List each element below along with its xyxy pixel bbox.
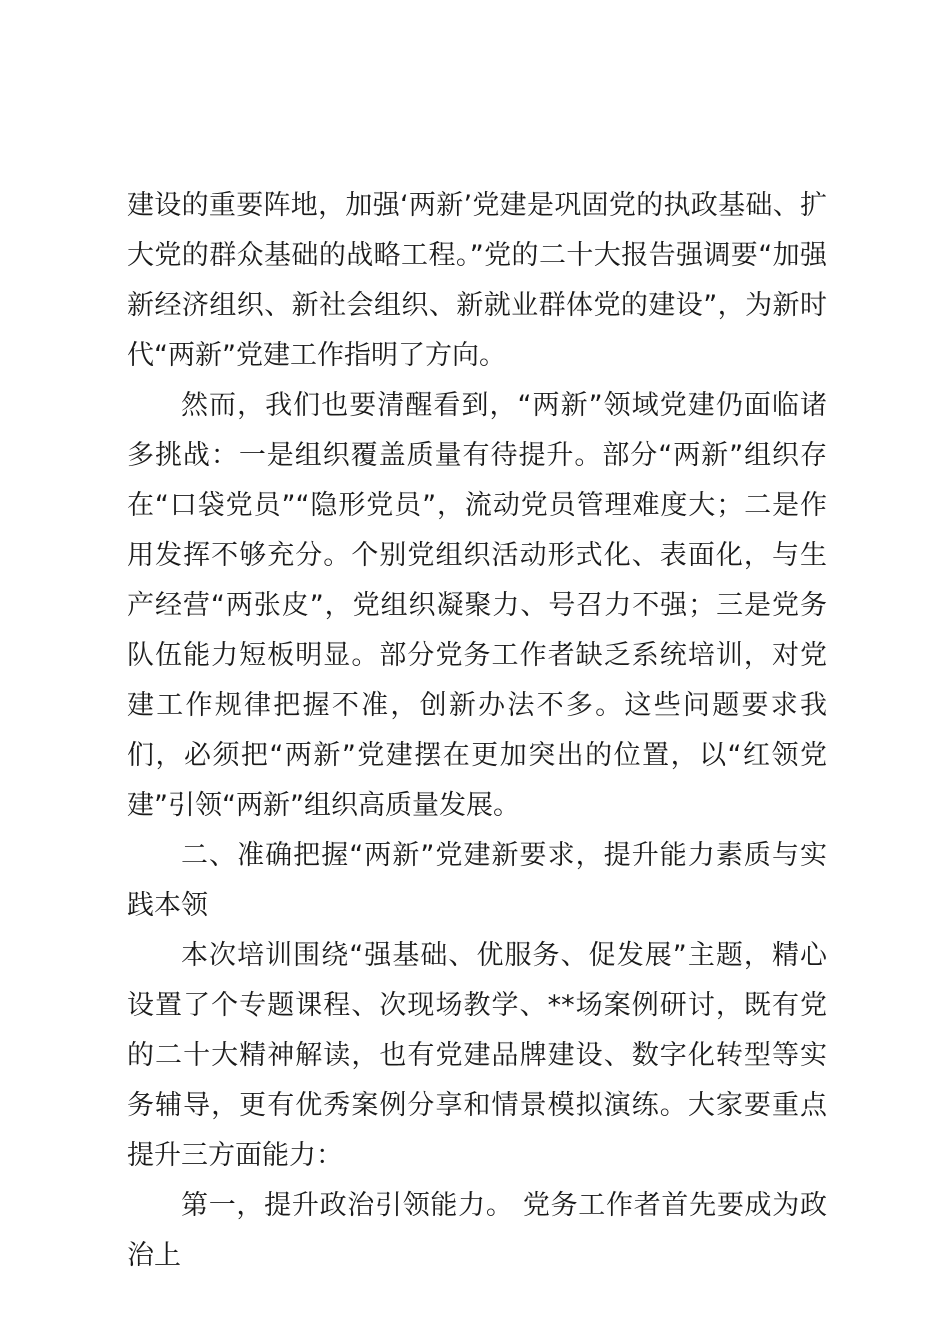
document-body <box>127 181 827 1281</box>
section-heading: 二、准确把握“两新”党建新要求，提升能力素质与实践本领 <box>127 840 827 921</box>
paragraph-3: 本次培训围绕“强基础、优服务、促发展”主题，精心设置了个专题课程、次现场教学、**场案例研讨，既有党的二十大精神解读，也有党建品牌建设、数字化转型等实务辅导，更有优秀案例分享和情景模拟演练。大家要重点提升三方面能力： <box>127 940 827 1171</box>
paragraph-1: 建设的重要阵地，加强‘两新’党建是巩固党的执政基础、扩大党的群众基础的战略工程。”党的二十大报告强调要“加强新经济组织、新社会组织、新就业群体党的建设”，为新时代“两新”党建工作指明了方向。 <box>127 190 827 371</box>
paragraph-2: 然而，我们也要清醒看到，“两新”领域党建仍面临诸多挑战：一是组织覆盖质量有待提升。部分“两新”组织存在“口袋党员”“隐形党员”，流动党员管理难度大；二是作用发挥不够充分。个别党组织活动形式化、表面化，与生产经营“两张皮”，党组织凝聚力、号召力不强；三是党务队伍能力短板明显。部分党务工作者缺乏系统培训，对党建工作规律把握不准，创新办法不多。这些问题要求我们，必须把“两新”党建摆在更加突出的位置，以“红领党建”引领“两新”组织高质量发展。 <box>127 390 827 821</box>
paragraph-4: 第一，提升政治引领能力。 党务工作者首先要成为政治上 <box>127 1190 827 1271</box>
